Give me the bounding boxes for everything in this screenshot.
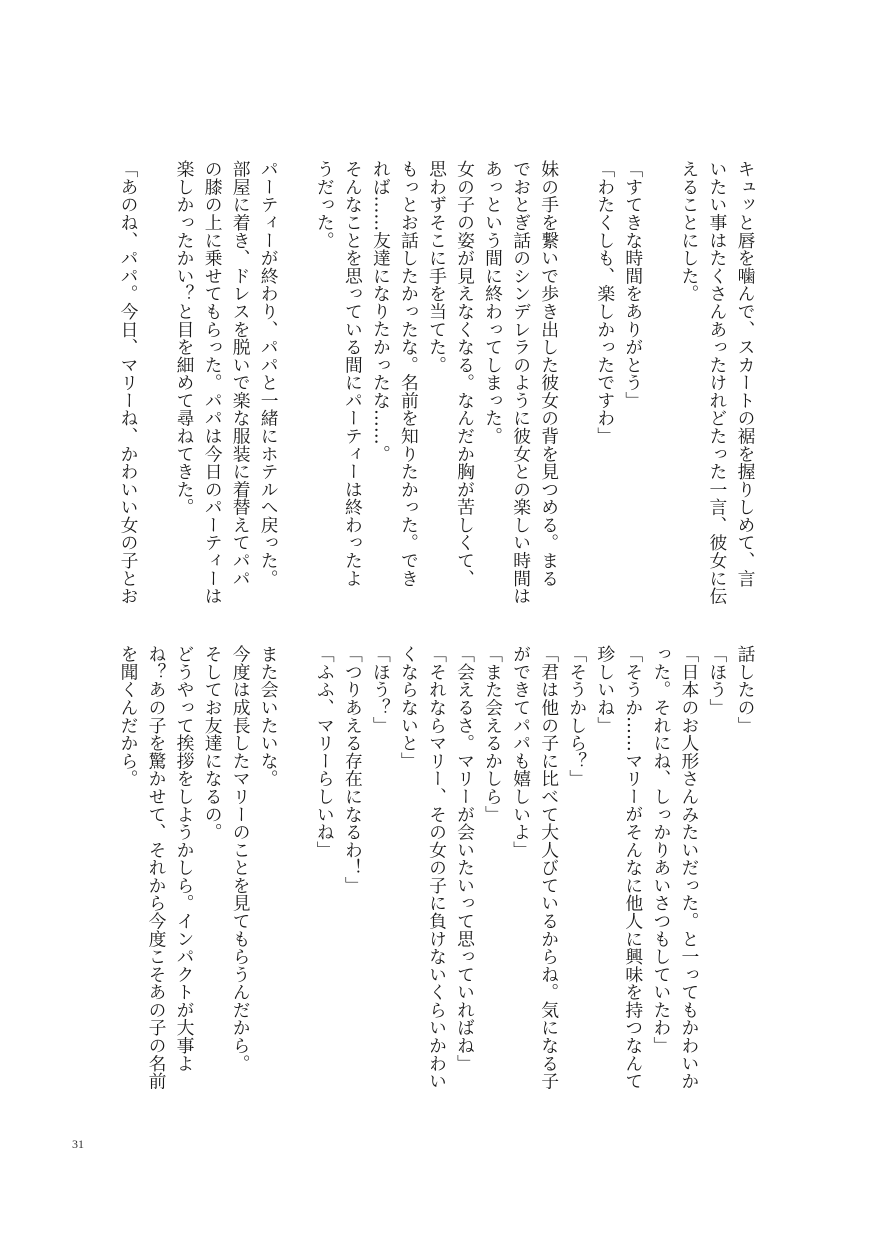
text-line: 「あのね、パパ。今日、マリーね、かわいい女の子とお xyxy=(117,160,139,605)
text-line: 「ふふ、マリーらしいね」 xyxy=(314,645,336,859)
text-line: 今度は成長したマリーのことを見てもらうんだから。 xyxy=(230,645,252,1072)
text-line: ね？あの子を驚かせて、それから今度こそあの子の名前 xyxy=(146,645,168,1090)
blank-line xyxy=(282,645,310,1085)
text-line: いたい事はたくさんあったけれどたった一言、彼女に伝 xyxy=(706,160,728,605)
text-line: 「そうかしら？」 xyxy=(566,645,588,788)
text-line: 「ほう」 xyxy=(706,645,728,717)
text-line: 「つりあえる存在になるわ！」 xyxy=(342,645,364,895)
text-line: あっという間に終わってしまった。 xyxy=(482,160,504,445)
text-line: もっとお話したかったな。名前を知りたかった。でき xyxy=(398,160,420,587)
text-line: 楽しかったかい？と目を細めて尋ねてきた。 xyxy=(174,160,196,516)
text-line: そんなことを思っている間にパーティーは終わったよ xyxy=(342,160,364,587)
blank-line xyxy=(282,160,310,600)
blank-line xyxy=(142,160,170,600)
text-line: えることにした。 xyxy=(678,160,700,303)
blank-line xyxy=(647,160,675,600)
text-line: の膝の上に乗せてもらった。パパは今日のパーティーは xyxy=(202,160,224,605)
text-line: 珍しいね」 xyxy=(594,645,616,734)
text-line: 「そうか……マリーがそんなに他人に興味を持つなんて xyxy=(622,645,644,1090)
text-line: ができてパパも嬉しいよ」 xyxy=(510,645,532,859)
text-line: でおとぎ話のシンデレラのように彼女との楽しい時間は xyxy=(510,160,532,605)
page-number: 31 xyxy=(72,1137,84,1151)
text-line: 「会えるさ。マリーが会いたいって思っていればね」 xyxy=(454,645,476,1072)
text-line: を聞くんだから。 xyxy=(117,645,139,788)
text-line: 「また会えるかしら」 xyxy=(482,645,504,823)
text-line: 「君は他の子に比べて大人びているからね。気になる子 xyxy=(538,645,560,1090)
text-line: どうやって挨拶をしようかしら。インパクトが大事よ xyxy=(174,645,196,1072)
text-line: れば……友達になりたかったな……。 xyxy=(370,160,392,463)
text-line: 妹の手を繋いで歩き出した彼女の背を見つめる。まる xyxy=(538,160,560,587)
text-line: 話したの」 xyxy=(735,645,756,734)
text-line: キュッと唇を噛んで、スカートの裾を握りしめて、言 xyxy=(735,160,756,587)
blank-line xyxy=(563,160,591,600)
text-line: 部屋に着き、ドレスを脱いで楽な服装に着替えてパパ xyxy=(230,160,252,587)
text-line: 思わずそこに手を当てた。 xyxy=(426,160,448,374)
text-line: 「わたくしも、楽しかったですわ」 xyxy=(594,160,616,445)
text-line: 「日本のお人形さんみたいだった。と一ってもかわいか xyxy=(678,645,700,1090)
text-line: くならないと」 xyxy=(398,645,420,770)
text-line: そしてお友達になるの。 xyxy=(202,645,224,841)
text-line: うだった。 xyxy=(314,160,336,249)
text-block-bottom xyxy=(114,645,759,1090)
text-line: 「それならマリー、その女の子に負けないくらいかわい xyxy=(426,645,448,1090)
text-line: また会いたいな。 xyxy=(258,645,280,788)
text-line: 「ほう？」 xyxy=(370,645,392,734)
text-line: 「すてきな時間をありがとう」 xyxy=(622,160,644,410)
text-line: った。それにね、しっかりあいさつもしていたわ」 xyxy=(650,645,672,1055)
text-line: 女の子の姿が見えなくなる。なんだか胸が苦しくて、 xyxy=(454,160,476,587)
text-line: パーティーが終わり、パパと一緒にホテルへ戻った。 xyxy=(258,160,280,587)
text-block-top xyxy=(114,160,759,605)
